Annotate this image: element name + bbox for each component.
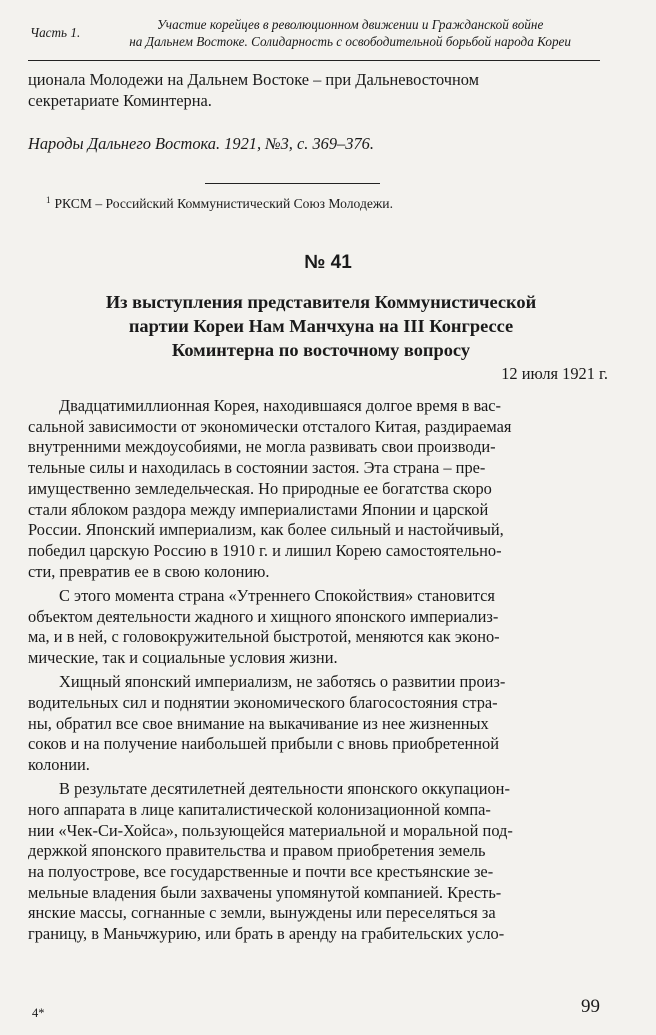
text-line: ционала Молодежи на Дальнем Востоке – при Дальневосточном: [28, 70, 480, 89]
text-line: внутренними междоусобиями, не могла развивать свои производи-: [28, 437, 496, 457]
footnote-marker: 1: [46, 195, 51, 205]
text-line: границу, в Маньчжурию, или брать в аренду на грабительских усло-: [28, 924, 505, 944]
text-line: на полуострове, все государственные и почти все крестьянские зе-: [28, 861, 494, 881]
document-title: [28, 290, 614, 362]
running-head: [30, 16, 610, 50]
header-rule: [28, 60, 600, 61]
text-line: держкой японского правительства и правом приобретения земель: [28, 841, 486, 861]
text-line: России. Японский империализм, как более сильный и настойчивый,: [28, 520, 504, 540]
text-line: победил царскую Россию в 1910 г. и лишил Корею самостоятельно-: [28, 540, 502, 560]
text-line: колонии.: [28, 754, 90, 774]
continued-paragraph: [28, 70, 600, 111]
text-line: ма, и в ней, с головокружительной быстротой, меняются как эконо-: [28, 627, 500, 647]
document-title-line: партии Кореи Нам Манчхуна на III Конгрессе: [128, 316, 514, 336]
text-line: мельные владения были захвачены упомянутой компанией. Кресть-: [28, 882, 502, 902]
document-number: № 41: [304, 252, 352, 273]
running-head-part: Часть 1.: [30, 25, 81, 40]
text-line: объектом деятельности жадного и хищного японского империализ-: [28, 606, 499, 626]
paragraph: [28, 586, 600, 669]
page-number: 99: [581, 996, 600, 1017]
text-line: соков и на получение наибольшей прибыли с вновь приобретенной: [28, 734, 499, 754]
text-line: ного аппарата в лице капиталистической колонизационной компа-: [28, 799, 491, 819]
text-line: сти, превратив ее в свою колонию.: [28, 561, 270, 581]
running-head-title-line: Участие корейцев в революционном движении и Гражданской войне: [156, 17, 544, 32]
text-line: нии «Чек-Си-Хойса», пользующейся материальной и моральной под-: [28, 820, 513, 840]
text-line: В результате десятилетней деятельности японского оккупацион-: [59, 779, 510, 799]
document-title-line: Коминтерна по восточному вопросу: [171, 340, 471, 360]
text-line: янские массы, согнанные с земли, вынуждены или переселяться за: [28, 903, 496, 923]
footnote-text: РКСМ – Российский Коммунистический Союз Молодежи.: [54, 196, 393, 211]
paragraph: [28, 672, 600, 776]
paragraph: [28, 779, 600, 945]
footnote-rule: [205, 183, 380, 184]
text-line: тельные силы и находилась в состоянии застоя. Эта страна – пре-: [28, 458, 486, 478]
running-head-title: [90, 16, 610, 50]
text-line: ны, обратил все свое внимание на выкачивание из нее жизненных: [28, 713, 489, 733]
source-reference: Народы Дальнего Востока. 1921, №3, с. 369–376.: [28, 134, 374, 153]
signature-mark: 4*: [32, 1006, 45, 1020]
text-line: секретариате Коминтерна.: [28, 90, 212, 110]
text-line: стали яблоком раздора между империалистами Японии и царской: [28, 499, 489, 519]
paragraph: [28, 396, 600, 582]
footnote: [46, 192, 393, 212]
text-line: сальной зависимости от экономически отсталого Китая, раздираемая: [28, 416, 512, 436]
text-line: водительных сил и поднятии экономического благосостояния стра-: [28, 692, 498, 712]
running-head-title-line: на Дальнем Востоке. Солидарность с освободительной борьбой народа Кореи: [129, 34, 571, 49]
document-title-line: Из выступления представителя Коммунистической: [105, 292, 537, 312]
text-line: Двадцатимиллионная Корея, находившаяся долгое время в вас-: [59, 396, 502, 415]
document-date: 12 июля 1921 г.: [501, 364, 608, 383]
text-line: мические, так и социальные условия жизни.: [28, 647, 338, 667]
document-body: [28, 396, 600, 948]
text-line: Хищный японский империализм, не заботясь о развитии произ-: [59, 672, 506, 692]
text-line: С этого момента страна «Утреннего Спокойствия» становится: [59, 585, 495, 605]
text-line: имущественно земледельческая. Но природные ее богатства скоро: [28, 478, 492, 498]
